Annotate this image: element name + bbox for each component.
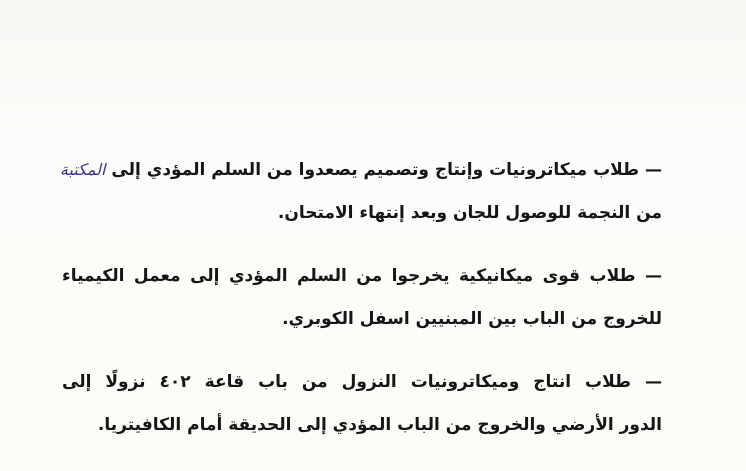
- instruction-1-line-1: [59, 148, 662, 192]
- instruction-2-line-2: للخروج من الباب بين المبنيين اسفل الكوبري.: [282, 309, 662, 329]
- instruction-1-line-2: من النجمة للوصول للجان وبعد إنتهاء الامتحان.: [277, 203, 662, 223]
- instruction-2-line-1: — طلاب قوى ميكانيكية يخرجوا من السلم المؤدي إلى معمل الكيمياء: [62, 266, 662, 286]
- exit-instructions: [59, 148, 663, 467]
- instruction-item-1: [59, 148, 662, 235]
- instruction-3-line-2: الدور الأرضي والخروج من الباب المؤدي إلى الحديقة أمام الكافيتريا.: [97, 415, 662, 435]
- handwritten-correction: المكتبة: [59, 160, 106, 179]
- instruction-3-line-1: — طلاب انتاج وميكاترونيات النزول من باب قاعة ٤٠٢ نزولًا إلى: [62, 372, 663, 392]
- instruction-1-line-1-text: — طلاب ميكاترونيات وإنتاج وتصميم يصعدوا من السلم المؤدي إلى: [111, 160, 662, 180]
- instruction-item-3: [62, 361, 662, 447]
- instruction-item-2: [62, 255, 662, 341]
